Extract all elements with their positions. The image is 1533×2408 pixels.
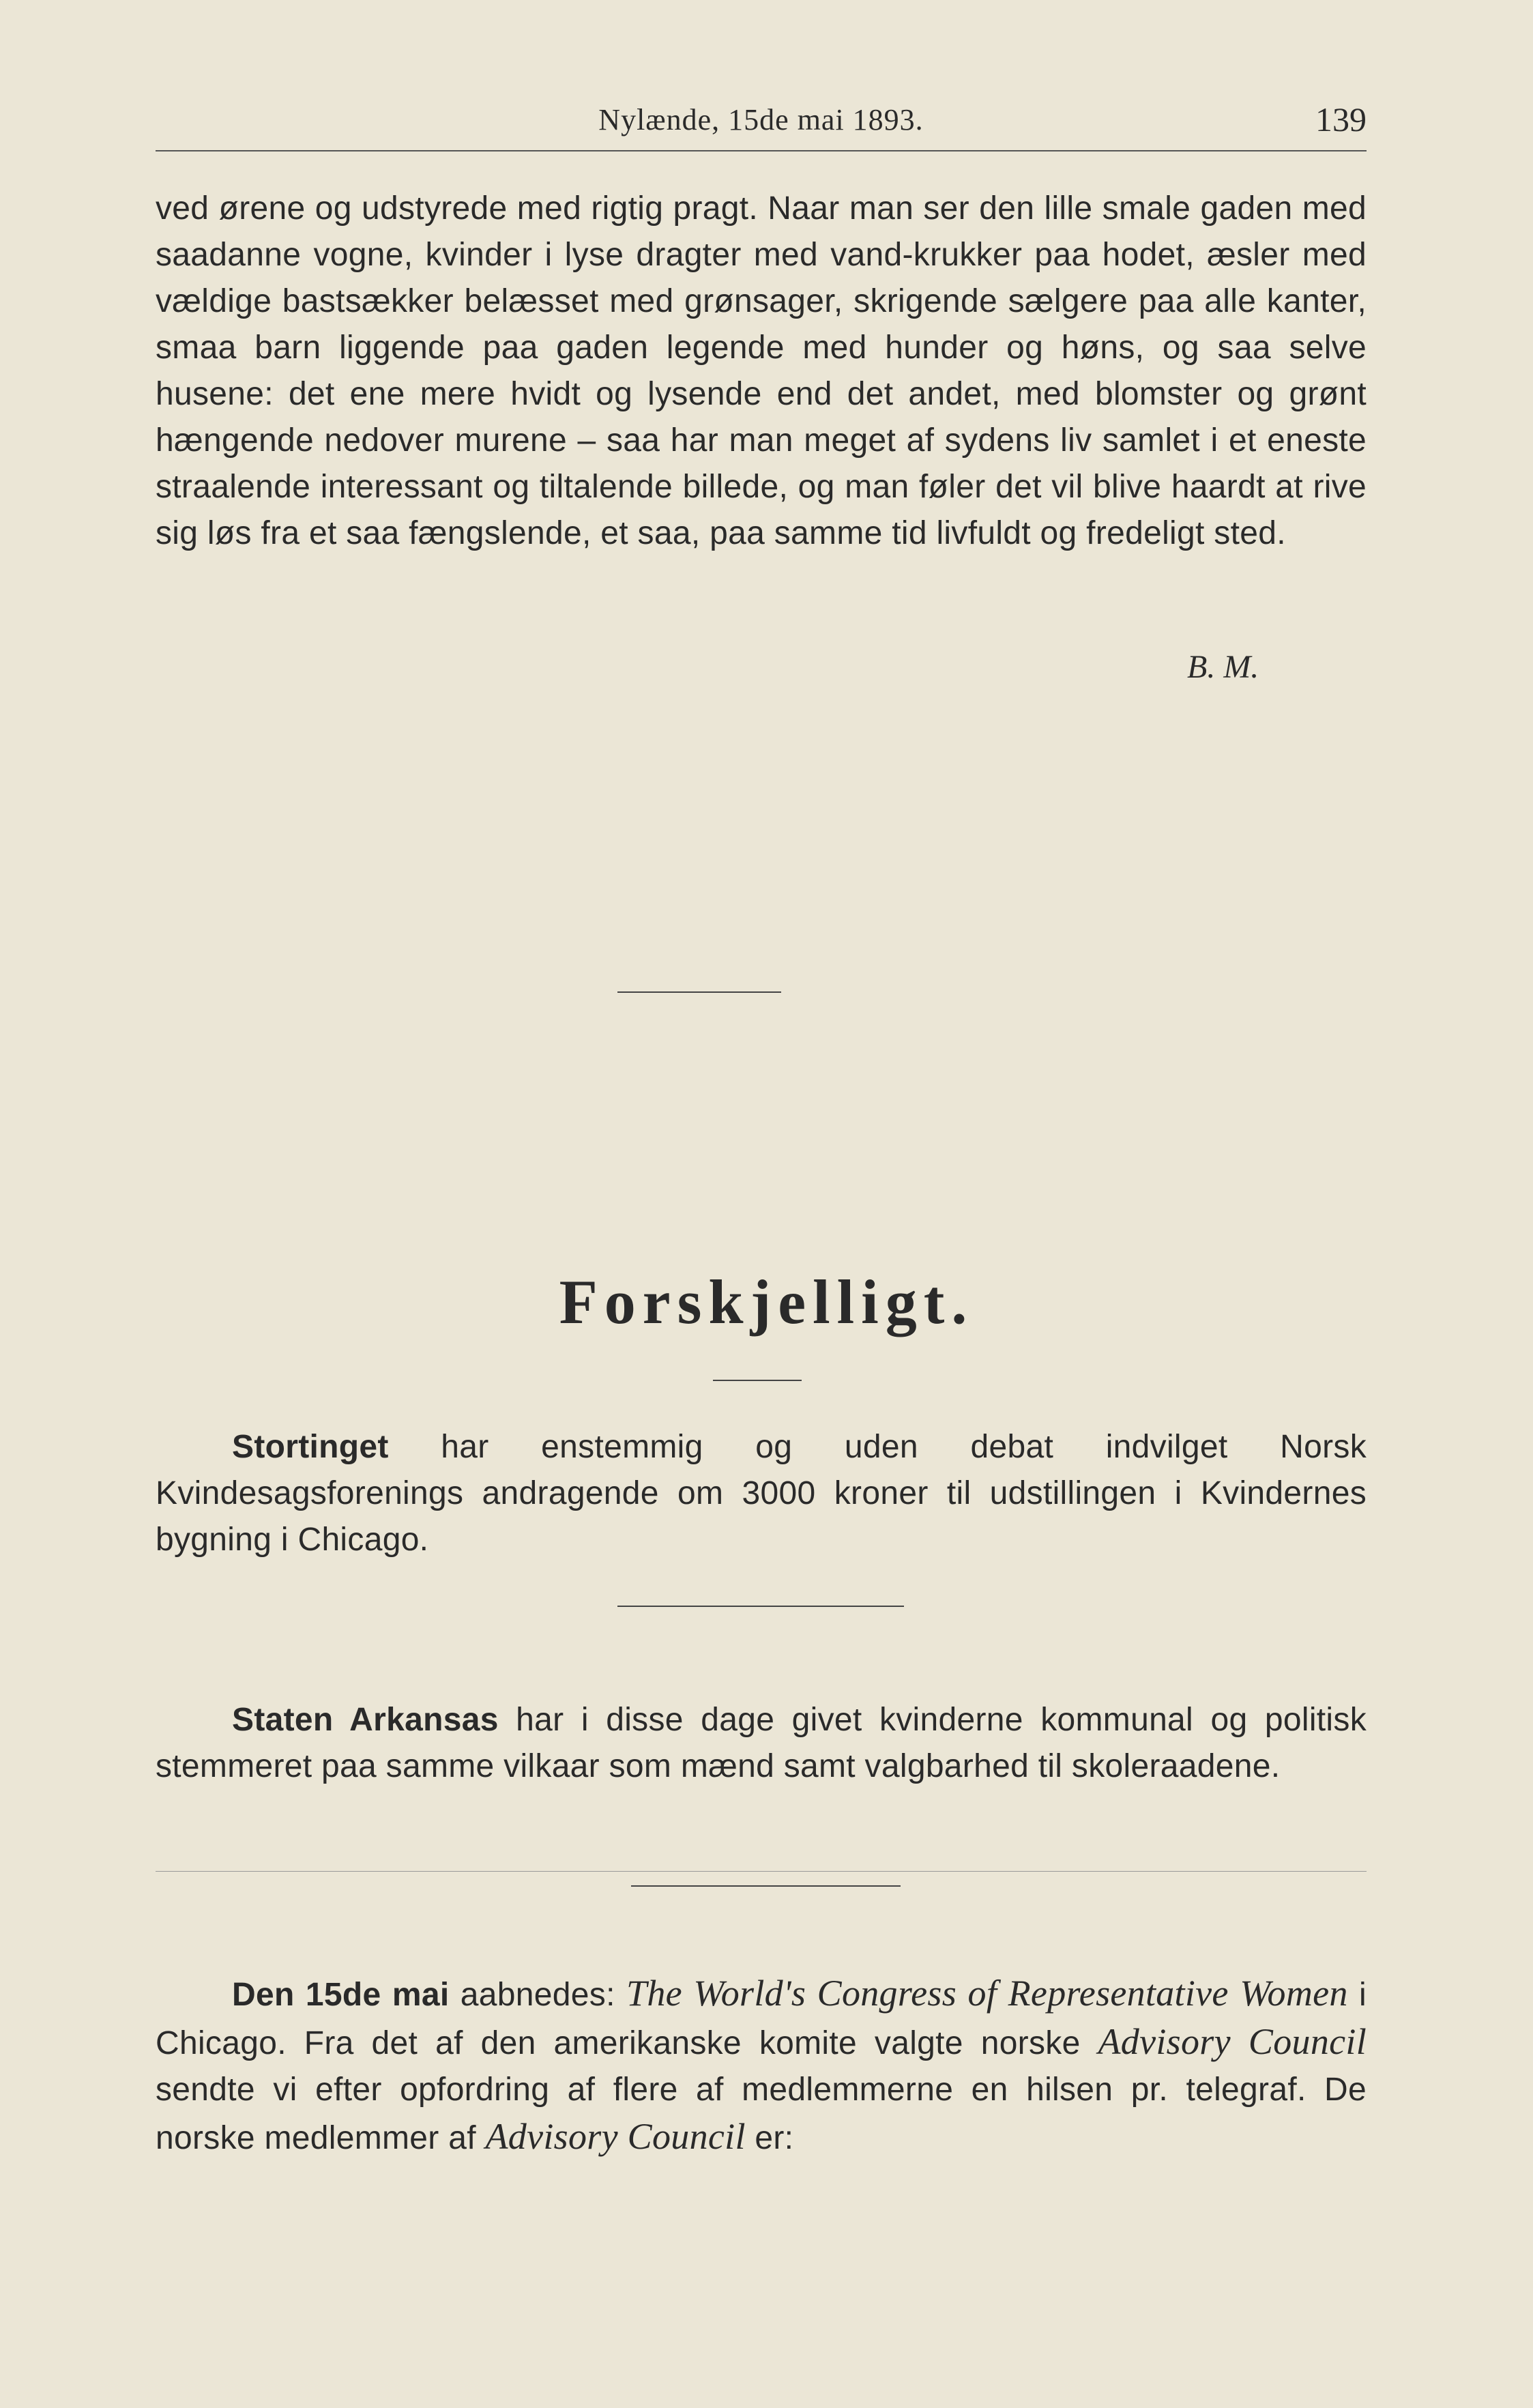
note-text: i Chicago. Fra det af den amerikanske komite valgte norske [156,1977,1367,2061]
note-paragraph [156,1697,1367,1790]
running-header [156,96,1367,150]
article-paragraph: ved ørene og udstyrede med rigtig pragt. Naar man ser den lille smale gaden med saadanne vogne, kvinder i lyse dragter med vand-krukker paa hodet, æsler med vældige bastsækker belæsset med grønsager, skrigende sælgere paa alle kanter, smaa barn liggende paa gaden legende med hunder og høns, og saa selve husene: det ene mere hvidt og lysende end det andet, med blomster og grønt hængende nedover murene – saa har man meget af sydens liv samlet i et eneste straalende interessant og tiltalende billede, og man føler det vil blive haardt at rive sig løs fra et saa fængslende, et saa, paa samme tid livfuldt og fredeligt sted. [156,190,1367,551]
header-rule [156,150,1367,151]
running-title: Nylænde, 15de mai 1893. [598,103,924,136]
title-underline [713,1380,802,1381]
note-stortinget [156,1424,1367,1563]
article-body [156,186,1367,557]
note-lead: Stortinget [232,1429,389,1465]
note-arkansas [156,1697,1367,1790]
note-text: har i disse dage givet kvinderne kommunal og politisk stemmeret paa samme vilkaar som mænd samt valgbarhed til skoleraadene. [156,1702,1367,1784]
note-text: har enstemmig og uden debat indvilget Norsk Kvindesagsforenings andragende om 3000 kroner til udstillingen i Kvindernes bygning i Chicago. [156,1429,1367,1558]
page-number: 139 [1315,100,1367,139]
article-signature: B. M. [1187,649,1259,685]
note-text: aabnedes: [449,1977,627,2013]
section-divider [617,991,781,993]
section-title: Forskjelligt. [559,1267,974,1337]
page-rule [156,1871,1367,1872]
note-paragraph [156,1970,1367,2162]
note-text: er: [745,2120,794,2156]
council-name: Advisory Council [1098,2021,1367,2062]
note-paragraph [156,1424,1367,1563]
note-text: sendte vi efter opfordring af flere af medlemmerne en hilsen pr. telegraf. De norske medlemmer af [156,2072,1367,2156]
note-divider [631,1885,901,1887]
note-divider [617,1606,904,1607]
note-lead: Den 15de mai [232,1977,450,2013]
note-congress [156,1970,1367,2162]
congress-name: The World's Congress of Representative Women [626,1973,1348,2014]
council-name: Advisory Council [485,2116,746,2157]
note-lead: Staten Arkansas [232,1702,499,1738]
